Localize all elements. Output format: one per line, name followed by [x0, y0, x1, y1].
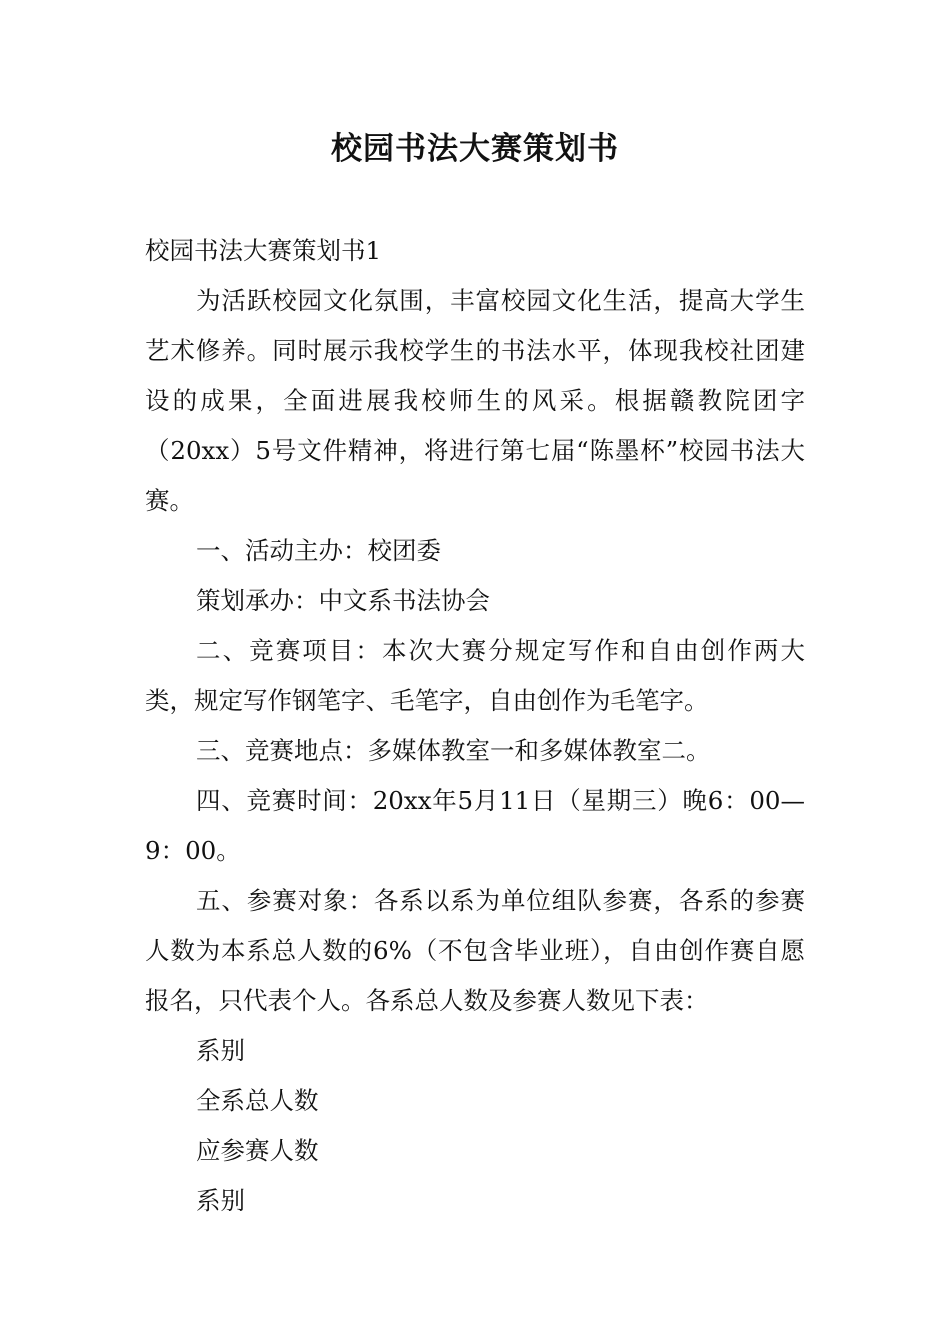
table-item: 系别: [196, 1186, 245, 1215]
document-body: [145, 226, 805, 1226]
document-title: 校园书法大赛策划书: [331, 131, 619, 167]
table-item: 应参赛人数: [196, 1136, 319, 1165]
intro-paragraph: 为活跃校园文化氛围，丰富校园文化生活，提高大学生艺术修养。同时展示我校学生的书法水平，体现我校社团建设的成果，全面进展我校师生的风采。根据赣教院团字（20xx）5号文件精神，将进行第七届“陈墨杯”校园书法大赛。: [145, 286, 805, 515]
competition-items-paragraph: 二、竞赛项目：本次大赛分规定写作和自由创作两大类，规定写作钢笔字、毛笔字，自由创作为毛笔字。: [145, 636, 805, 715]
co-organizer-paragraph: 策划承办：中文系书法协会: [196, 586, 490, 615]
organizer-paragraph: 一、活动主办：校团委: [196, 536, 441, 565]
participants-paragraph: 五、参赛对象：各系以系为单位组队参赛，各系的参赛人数为本系总人数的6%（不包含毕业班），自由创作赛自愿报名，只代表个人。各系总人数及参赛人数见下表：: [145, 886, 805, 1015]
time-paragraph: 四、竞赛时间：20xx年5月11日（星期三）晚6：00—9：00。: [145, 786, 805, 865]
venue-paragraph: 三、竞赛地点：多媒体教室一和多媒体教室二。: [196, 736, 711, 765]
section-heading: 校园书法大赛策划书1: [145, 236, 382, 265]
table-item: 全系总人数: [196, 1086, 319, 1115]
table-item: 系别: [196, 1036, 245, 1065]
